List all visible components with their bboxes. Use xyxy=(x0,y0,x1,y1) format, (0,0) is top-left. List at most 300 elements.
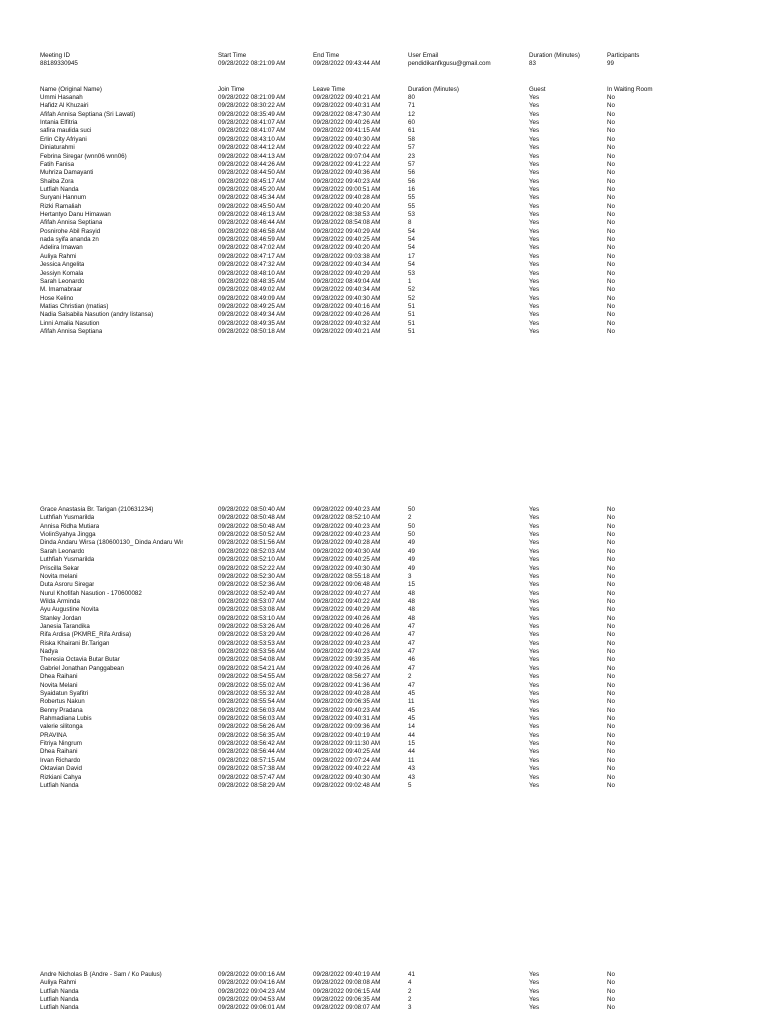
duration-cell: 14 xyxy=(408,723,415,731)
leave-time-cell: 09/28/2022 09:40:23 AM xyxy=(313,639,381,647)
table-row xyxy=(0,556,768,564)
duration-cell: 45 xyxy=(408,715,415,722)
waiting-room-cell: No xyxy=(607,648,615,656)
name-cell: Priscilla Sekar xyxy=(40,564,80,572)
waiting-room-cell: No xyxy=(607,244,615,252)
leave-time-cell: 09/28/2022 09:40:22 AM xyxy=(313,597,381,605)
guest-cell: Yes xyxy=(529,236,540,244)
leave-time-cell: 09/28/2022 09:06:35 AM xyxy=(313,996,381,1004)
guest-cell: Yes xyxy=(529,698,540,706)
duration-cell: 60 xyxy=(408,119,415,127)
guest-cell: Yes xyxy=(529,261,540,269)
name-cell: Hafidz Al Khuzairi xyxy=(40,102,89,110)
waiting-room-cell: No xyxy=(607,294,615,302)
waiting-room-cell: No xyxy=(607,572,615,580)
guest-cell: Yes xyxy=(529,94,540,101)
duration-cell: 47 xyxy=(408,648,415,656)
leave-time-cell: 09/28/2022 09:40:26 AM xyxy=(313,119,381,127)
name-cell: Muhriza Damayanti xyxy=(40,169,94,177)
table-row xyxy=(0,539,768,547)
table-row xyxy=(0,506,768,514)
join-time-cell: 09/28/2022 08:50:40 AM xyxy=(218,506,286,513)
join-time-cell: 09/28/2022 08:55:54 AM xyxy=(218,698,286,706)
join-time-cell: 09/28/2022 08:49:09 AM xyxy=(218,294,286,302)
name-cell: Robertus Nakun xyxy=(40,698,85,706)
leave-time-cell: 09/28/2022 09:40:26 AM xyxy=(313,623,381,631)
leave-time-cell: 09/28/2022 08:47:30 AM xyxy=(313,110,381,118)
guest-cell: Yes xyxy=(529,135,540,143)
waiting-room-cell: No xyxy=(607,211,615,219)
duration-cell: 43 xyxy=(408,765,415,773)
table-row xyxy=(0,186,768,194)
waiting-room-cell: No xyxy=(607,987,615,995)
duration-cell: 52 xyxy=(408,286,415,294)
name-cell: Nadia Salsabila Nasution (andry listansa) xyxy=(40,311,154,319)
guest-cell: Yes xyxy=(529,673,540,681)
guest-cell: Yes xyxy=(529,723,540,731)
waiting-room-cell: No xyxy=(607,681,615,689)
waiting-room-cell: No xyxy=(607,656,615,664)
join-time-cell: 09/28/2022 08:54:08 AM xyxy=(218,656,286,664)
join-time-cell: 09/28/2022 08:41:07 AM xyxy=(218,127,286,135)
join-time-cell: 09/28/2022 08:56:03 AM xyxy=(218,706,286,714)
guest-cell: Yes xyxy=(529,269,540,277)
waiting-room-cell: No xyxy=(607,639,615,647)
name-cell: valerie silitonga xyxy=(40,723,83,731)
waiting-room-cell: No xyxy=(607,556,615,564)
duration-cell: 52 xyxy=(408,294,415,302)
table-row xyxy=(0,656,768,664)
guest-cell: Yes xyxy=(529,211,540,219)
join-time-cell: 09/28/2022 08:55:32 AM xyxy=(218,689,286,697)
join-time-cell: 09/28/2022 09:06:01 AM xyxy=(218,1004,286,1012)
leave-time-cell: 09/28/2022 09:08:07 AM xyxy=(313,1004,381,1012)
waiting-room-cell: No xyxy=(607,715,615,722)
join-time-cell: 09/28/2022 08:41:07 AM xyxy=(218,119,286,127)
duration-cell: 5 xyxy=(408,781,412,789)
duration-cell: 61 xyxy=(408,127,415,135)
guest-cell: Yes xyxy=(529,514,540,522)
leave-time-cell: 09/28/2022 09:41:15 AM xyxy=(313,127,381,135)
participants-cell: Participants xyxy=(607,52,640,59)
guest-cell: Yes xyxy=(529,152,540,160)
join-time-cell: 09/28/2022 08:56:42 AM xyxy=(218,740,286,748)
guest-cell: Yes xyxy=(529,614,540,622)
duration-cell: 50 xyxy=(408,531,415,539)
guest-cell: Guest xyxy=(529,85,546,93)
table-row xyxy=(0,782,768,790)
leave-time-cell: 09/28/2022 09:40:23 AM xyxy=(313,506,381,513)
name-cell: Afifah Annisa Septiana xyxy=(40,219,103,227)
leave-time-cell: 09/28/2022 09:40:23 AM xyxy=(313,648,381,656)
guest-cell: Yes xyxy=(529,987,540,995)
join-time-cell: 09/28/2022 08:57:47 AM xyxy=(218,773,286,781)
guest-cell: Yes xyxy=(529,127,540,135)
leave-time-cell: 09/28/2022 09:41:36 AM xyxy=(313,681,381,689)
leave-time-cell: 09/28/2022 09:40:26 AM xyxy=(313,614,381,622)
waiting-room-cell: No xyxy=(607,731,615,739)
name-cell: Janesia Tarandika xyxy=(40,623,90,631)
waiting-room-cell: No xyxy=(607,152,615,160)
duration-cell: 2 xyxy=(408,514,412,522)
leave-time-cell: 09/28/2022 09:09:36 AM xyxy=(313,723,381,731)
waiting-room-cell: No xyxy=(607,1004,615,1012)
name-cell: Intania Elfitria xyxy=(40,119,78,127)
join-time-cell: 09/28/2022 08:45:50 AM xyxy=(218,202,286,210)
leave-time-cell: 09/28/2022 09:40:22 AM xyxy=(313,144,381,152)
guest-cell: Yes xyxy=(529,564,540,572)
waiting-room-cell: No xyxy=(607,219,615,227)
table-row xyxy=(0,996,768,1004)
name-cell: Lutfiah Nanda xyxy=(40,1004,79,1012)
duration-cell: 15 xyxy=(408,581,415,589)
name-cell: Theresia Octavia Butar Butar xyxy=(40,656,120,664)
duration-cell: 56 xyxy=(408,177,415,185)
duration-cell: 54 xyxy=(408,236,415,244)
name-cell: Adelira Imawan xyxy=(40,244,83,252)
table-row xyxy=(0,161,768,169)
table-row xyxy=(0,648,768,656)
table-row xyxy=(0,665,768,673)
leave-time-cell: 09/28/2022 09:06:48 AM xyxy=(313,581,381,589)
duration-cell: 11 xyxy=(408,756,415,764)
duration-cell: 58 xyxy=(408,135,415,143)
name-cell: Posnirohe Abil Rasyid xyxy=(40,227,101,235)
waiting-room-cell: No xyxy=(607,169,615,177)
table-row xyxy=(0,261,768,269)
table-row xyxy=(0,715,768,723)
duration-cell: 15 xyxy=(408,740,415,748)
waiting-room-cell: No xyxy=(607,564,615,572)
duration-cell: 56 xyxy=(408,169,415,177)
join-time-cell: 09/28/2022 09:04:16 AM xyxy=(218,979,286,987)
name-cell: Nurul Khofifah Nasution - 170600082 xyxy=(40,589,142,597)
guest-cell: Yes xyxy=(529,319,540,327)
table-row xyxy=(0,979,768,987)
guest-cell: Yes xyxy=(529,581,540,589)
table-row xyxy=(0,303,768,311)
name-cell: Rizkiani Cahya xyxy=(40,773,82,781)
name-cell: Linni Amalia Nasution xyxy=(40,319,100,327)
join-time-cell: 09/28/2022 08:46:59 AM xyxy=(218,236,286,244)
duration-cell: 16 xyxy=(408,185,415,193)
table-row xyxy=(0,253,768,261)
leave-time-cell: 09/28/2022 09:40:30 AM xyxy=(313,294,381,302)
guest-cell: Yes xyxy=(529,110,540,118)
table-row xyxy=(0,278,768,286)
name-cell: Fatih Fanisa xyxy=(40,160,75,168)
table-row xyxy=(0,320,768,328)
guest-cell: Yes xyxy=(529,664,540,672)
meeting-id-cell: 88189330945 xyxy=(40,60,78,68)
table-row xyxy=(0,988,768,996)
name-cell: Febrina Siregar (wnn06 wnn06) xyxy=(40,152,127,160)
duration-cell: 2 xyxy=(408,987,412,995)
table-row xyxy=(0,127,768,135)
table-row xyxy=(0,682,768,690)
meeting-id-cell: Meeting ID xyxy=(40,52,70,59)
guest-cell: Yes xyxy=(529,227,540,235)
waiting-room-cell: No xyxy=(607,689,615,697)
name-cell: Novita melani xyxy=(40,572,78,580)
waiting-room-cell: No xyxy=(607,979,615,987)
guest-cell: Yes xyxy=(529,286,540,294)
guest-cell: Yes xyxy=(529,715,540,722)
leave-time-cell: 09/28/2022 09:06:35 AM xyxy=(313,698,381,706)
guest-cell: Yes xyxy=(529,781,540,789)
duration-cell: 71 xyxy=(408,102,415,110)
name-cell: nada syifa ananda zn xyxy=(40,236,99,244)
leave-time-cell: 09/28/2022 08:55:18 AM xyxy=(313,572,381,580)
guest-cell: Yes xyxy=(529,119,540,127)
name-cell: Fitriya Ningrum xyxy=(40,740,82,748)
name-cell: PRAVINA xyxy=(40,731,67,739)
name-cell: Lutfiah Nanda xyxy=(40,185,79,193)
table-row xyxy=(0,228,768,236)
duration-cell: 80 xyxy=(408,94,415,101)
join-time-cell: 09/28/2022 08:52:30 AM xyxy=(218,572,286,580)
leave-time-cell: 09/28/2022 09:41:22 AM xyxy=(313,160,381,168)
guest-cell: Yes xyxy=(529,597,540,605)
duration-cell: 83 xyxy=(529,60,536,68)
start-time-cell: 09/28/2022 08:21:09 AM xyxy=(218,60,286,68)
leave-time-cell: 09/28/2022 09:40:26 AM xyxy=(313,631,381,639)
waiting-room-cell: No xyxy=(607,303,615,310)
waiting-room-cell: No xyxy=(607,135,615,143)
waiting-room-cell: No xyxy=(607,102,615,110)
waiting-room-cell: No xyxy=(607,698,615,706)
name-cell: Ayu Augustine Novita xyxy=(40,606,99,614)
name-cell: Gabriel Jonathan Panggabean xyxy=(40,664,124,672)
duration-cell: 48 xyxy=(408,606,415,614)
table-row xyxy=(0,971,768,979)
waiting-room-cell: No xyxy=(607,539,615,547)
name-cell: Luthfiah Yusmarilda xyxy=(40,556,95,564)
join-time-cell: 09/28/2022 08:54:55 AM xyxy=(218,673,286,681)
name-cell: Sarah Leonardo xyxy=(40,547,85,555)
join-time-cell: 09/28/2022 08:35:49 AM xyxy=(218,110,286,118)
guest-cell: Yes xyxy=(529,731,540,739)
join-time-cell: 09/28/2022 08:53:53 AM xyxy=(218,639,286,647)
waiting-room-cell: No xyxy=(607,311,615,319)
guest-cell: Yes xyxy=(529,506,540,513)
duration-cell: 57 xyxy=(408,144,415,152)
name-cell: Benny Pradana xyxy=(40,706,83,714)
table-row xyxy=(0,573,768,581)
table-row xyxy=(0,707,768,715)
waiting-room-cell: No xyxy=(607,94,615,101)
waiting-room-cell: No xyxy=(607,706,615,714)
leave-time-cell: 09/28/2022 09:40:23 AM xyxy=(313,706,381,714)
join-time-cell: 09/28/2022 08:53:08 AM xyxy=(218,606,286,614)
leave-time-cell: 09/28/2022 09:40:30 AM xyxy=(313,773,381,781)
leave-time-cell: 09/28/2022 09:40:28 AM xyxy=(313,194,381,202)
duration-cell: 51 xyxy=(408,319,415,327)
leave-time-cell: 09/28/2022 08:54:08 AM xyxy=(313,219,381,227)
guest-cell: Yes xyxy=(529,639,540,647)
name-cell: Dhea Raihani xyxy=(40,673,78,681)
join-time-cell: 09/28/2022 08:47:17 AM xyxy=(218,252,286,260)
waiting-room-cell: No xyxy=(607,531,615,539)
name-cell: Lutfiah Nanda xyxy=(40,987,79,995)
table-row xyxy=(0,690,768,698)
duration-cell: 44 xyxy=(408,748,415,756)
table-row xyxy=(0,631,768,639)
duration-cell: Duration (Minutes) xyxy=(408,85,459,93)
name-cell: Grace Anastasia Br. Tarigan (210631234) xyxy=(40,506,154,513)
join-time-cell: 09/28/2022 08:53:29 AM xyxy=(218,631,286,639)
guest-cell: Yes xyxy=(529,303,540,310)
waiting-room-cell: No xyxy=(607,269,615,277)
leave-time-cell: 09/28/2022 09:40:26 AM xyxy=(313,311,381,319)
duration-cell: 53 xyxy=(408,211,415,219)
table-row xyxy=(0,286,768,294)
duration-cell: 49 xyxy=(408,547,415,555)
name-cell: Lutfiah Nanda xyxy=(40,996,79,1004)
join-time-cell: 09/28/2022 08:45:34 AM xyxy=(218,194,286,202)
name-cell: Wilda Arminda xyxy=(40,597,80,605)
guest-cell: Yes xyxy=(529,144,540,152)
guest-cell: Yes xyxy=(529,765,540,773)
name-cell: Dhea Raihani xyxy=(40,748,78,756)
leave-time-cell: 09/28/2022 09:40:21 AM xyxy=(313,94,381,101)
name-cell: Suryani Hannum xyxy=(40,194,87,202)
duration-cell: 17 xyxy=(408,252,415,260)
duration-cell: 47 xyxy=(408,639,415,647)
name-cell: Afifah Annisa Septiana (Sri Lawati) xyxy=(40,110,136,118)
waiting-room-cell: No xyxy=(607,614,615,622)
guest-cell: Yes xyxy=(529,202,540,210)
waiting-room-cell: No xyxy=(607,581,615,589)
waiting-room-cell: No xyxy=(607,261,615,269)
join-time-cell: 09/28/2022 08:52:10 AM xyxy=(218,556,286,564)
duration-cell: 3 xyxy=(408,572,412,580)
join-time-cell: 09/28/2022 08:50:48 AM xyxy=(218,514,286,522)
table-row xyxy=(0,548,768,556)
name-cell: Name (Original Name) xyxy=(40,85,102,93)
waiting-room-cell: No xyxy=(607,119,615,127)
duration-cell: 48 xyxy=(408,614,415,622)
name-cell: ViolinSyahya Jingga xyxy=(40,531,96,539)
duration-cell: Duration (Minutes) xyxy=(529,52,580,59)
guest-cell: Yes xyxy=(529,773,540,781)
waiting-room-cell: In Waiting Room xyxy=(607,85,653,93)
duration-cell: 8 xyxy=(408,219,412,227)
join-time-cell: 09/28/2022 08:52:03 AM xyxy=(218,547,286,555)
join-time-cell: 09/28/2022 08:52:49 AM xyxy=(218,589,286,597)
guest-cell: Yes xyxy=(529,681,540,689)
participant-header-row xyxy=(0,86,768,94)
waiting-room-cell: No xyxy=(607,756,615,764)
leave-time-cell: 09/28/2022 09:40:28 AM xyxy=(313,689,381,697)
name-cell: Nadya xyxy=(40,648,58,656)
guest-cell: Yes xyxy=(529,748,540,756)
join-time-cell: 09/28/2022 09:04:23 AM xyxy=(218,987,286,995)
waiting-room-cell: No xyxy=(607,319,615,327)
name-cell: Novita Melani xyxy=(40,681,78,689)
guest-cell: Yes xyxy=(529,177,540,185)
join-time-cell: 09/28/2022 08:52:36 AM xyxy=(218,581,286,589)
guest-cell: Yes xyxy=(529,277,540,285)
leave-time-cell: 09/28/2022 09:40:19 AM xyxy=(313,971,381,978)
join-time-cell: 09/28/2022 08:45:17 AM xyxy=(218,177,286,185)
guest-cell: Yes xyxy=(529,740,540,748)
name-cell: Lutfiah Nanda xyxy=(40,781,79,789)
join-time-cell: 09/28/2022 09:00:16 AM xyxy=(218,971,286,978)
leave-time-cell: 09/28/2022 08:49:04 AM xyxy=(313,277,381,285)
name-cell: Irvan Richardo xyxy=(40,756,81,764)
table-row xyxy=(0,598,768,606)
guest-cell: Yes xyxy=(529,979,540,987)
leave-time-cell: 09/28/2022 09:07:24 AM xyxy=(313,756,381,764)
waiting-room-cell: No xyxy=(607,202,615,210)
table-row xyxy=(0,590,768,598)
duration-cell: 53 xyxy=(408,269,415,277)
table-row xyxy=(0,236,768,244)
table-row xyxy=(0,698,768,706)
leave-time-cell: 09/28/2022 09:40:34 AM xyxy=(313,286,381,294)
table-row xyxy=(0,111,768,119)
table-row xyxy=(0,244,768,252)
guest-cell: Yes xyxy=(529,1004,540,1012)
table-row xyxy=(0,606,768,614)
guest-cell: Yes xyxy=(529,244,540,252)
table-row xyxy=(0,94,768,102)
duration-cell: 23 xyxy=(408,152,415,160)
waiting-room-cell: No xyxy=(607,144,615,152)
guest-cell: Yes xyxy=(529,252,540,260)
join-time-cell: 09/28/2022 08:56:03 AM xyxy=(218,715,286,722)
waiting-room-cell: No xyxy=(607,194,615,202)
leave-time-cell: 09/28/2022 09:07:04 AM xyxy=(313,152,381,160)
duration-cell: 11 xyxy=(408,698,415,706)
table-row xyxy=(0,723,768,731)
guest-cell: Yes xyxy=(529,522,540,530)
table-row xyxy=(0,311,768,319)
name-cell: Rahmadiana Lubis xyxy=(40,715,92,722)
leave-time-cell: 09/28/2022 09:40:28 AM xyxy=(313,539,381,547)
guest-cell: Yes xyxy=(529,194,540,202)
duration-cell: 49 xyxy=(408,564,415,572)
name-cell: Diniaturahmi xyxy=(40,144,75,152)
guest-cell: Yes xyxy=(529,656,540,664)
join-time-cell: 09/28/2022 09:04:53 AM xyxy=(218,996,286,1004)
join-time-cell: 09/28/2022 08:50:52 AM xyxy=(218,531,286,539)
join-time-cell: 09/28/2022 08:44:26 AM xyxy=(218,160,286,168)
leave-time-cell: 09/28/2022 09:40:29 AM xyxy=(313,227,381,235)
start-time-cell: Start Time xyxy=(218,52,247,59)
leave-time-cell: 09/28/2022 09:40:29 AM xyxy=(313,606,381,614)
table-row xyxy=(0,740,768,748)
duration-cell: 3 xyxy=(408,1004,412,1012)
join-time-cell: 09/28/2022 08:49:35 AM xyxy=(218,319,286,327)
join-time-cell: 09/28/2022 08:57:38 AM xyxy=(218,765,286,773)
guest-cell: Yes xyxy=(529,169,540,177)
guest-cell: Yes xyxy=(529,623,540,631)
table-row xyxy=(0,1004,768,1012)
duration-cell: 2 xyxy=(408,673,412,681)
waiting-room-cell: No xyxy=(607,971,615,978)
duration-cell: 45 xyxy=(408,689,415,697)
table-row xyxy=(0,765,768,773)
join-time-cell: Join Time xyxy=(218,85,245,93)
join-time-cell: 09/28/2022 08:46:13 AM xyxy=(218,211,286,219)
name-cell: Andre Nicholas B (Andre - Sam / Ko Paulus) xyxy=(40,971,162,978)
join-time-cell: 09/28/2022 08:44:50 AM xyxy=(218,169,286,177)
join-time-cell: 09/28/2022 08:50:48 AM xyxy=(218,522,286,530)
guest-cell: Yes xyxy=(529,185,540,193)
join-time-cell: 09/28/2022 08:53:26 AM xyxy=(218,623,286,631)
